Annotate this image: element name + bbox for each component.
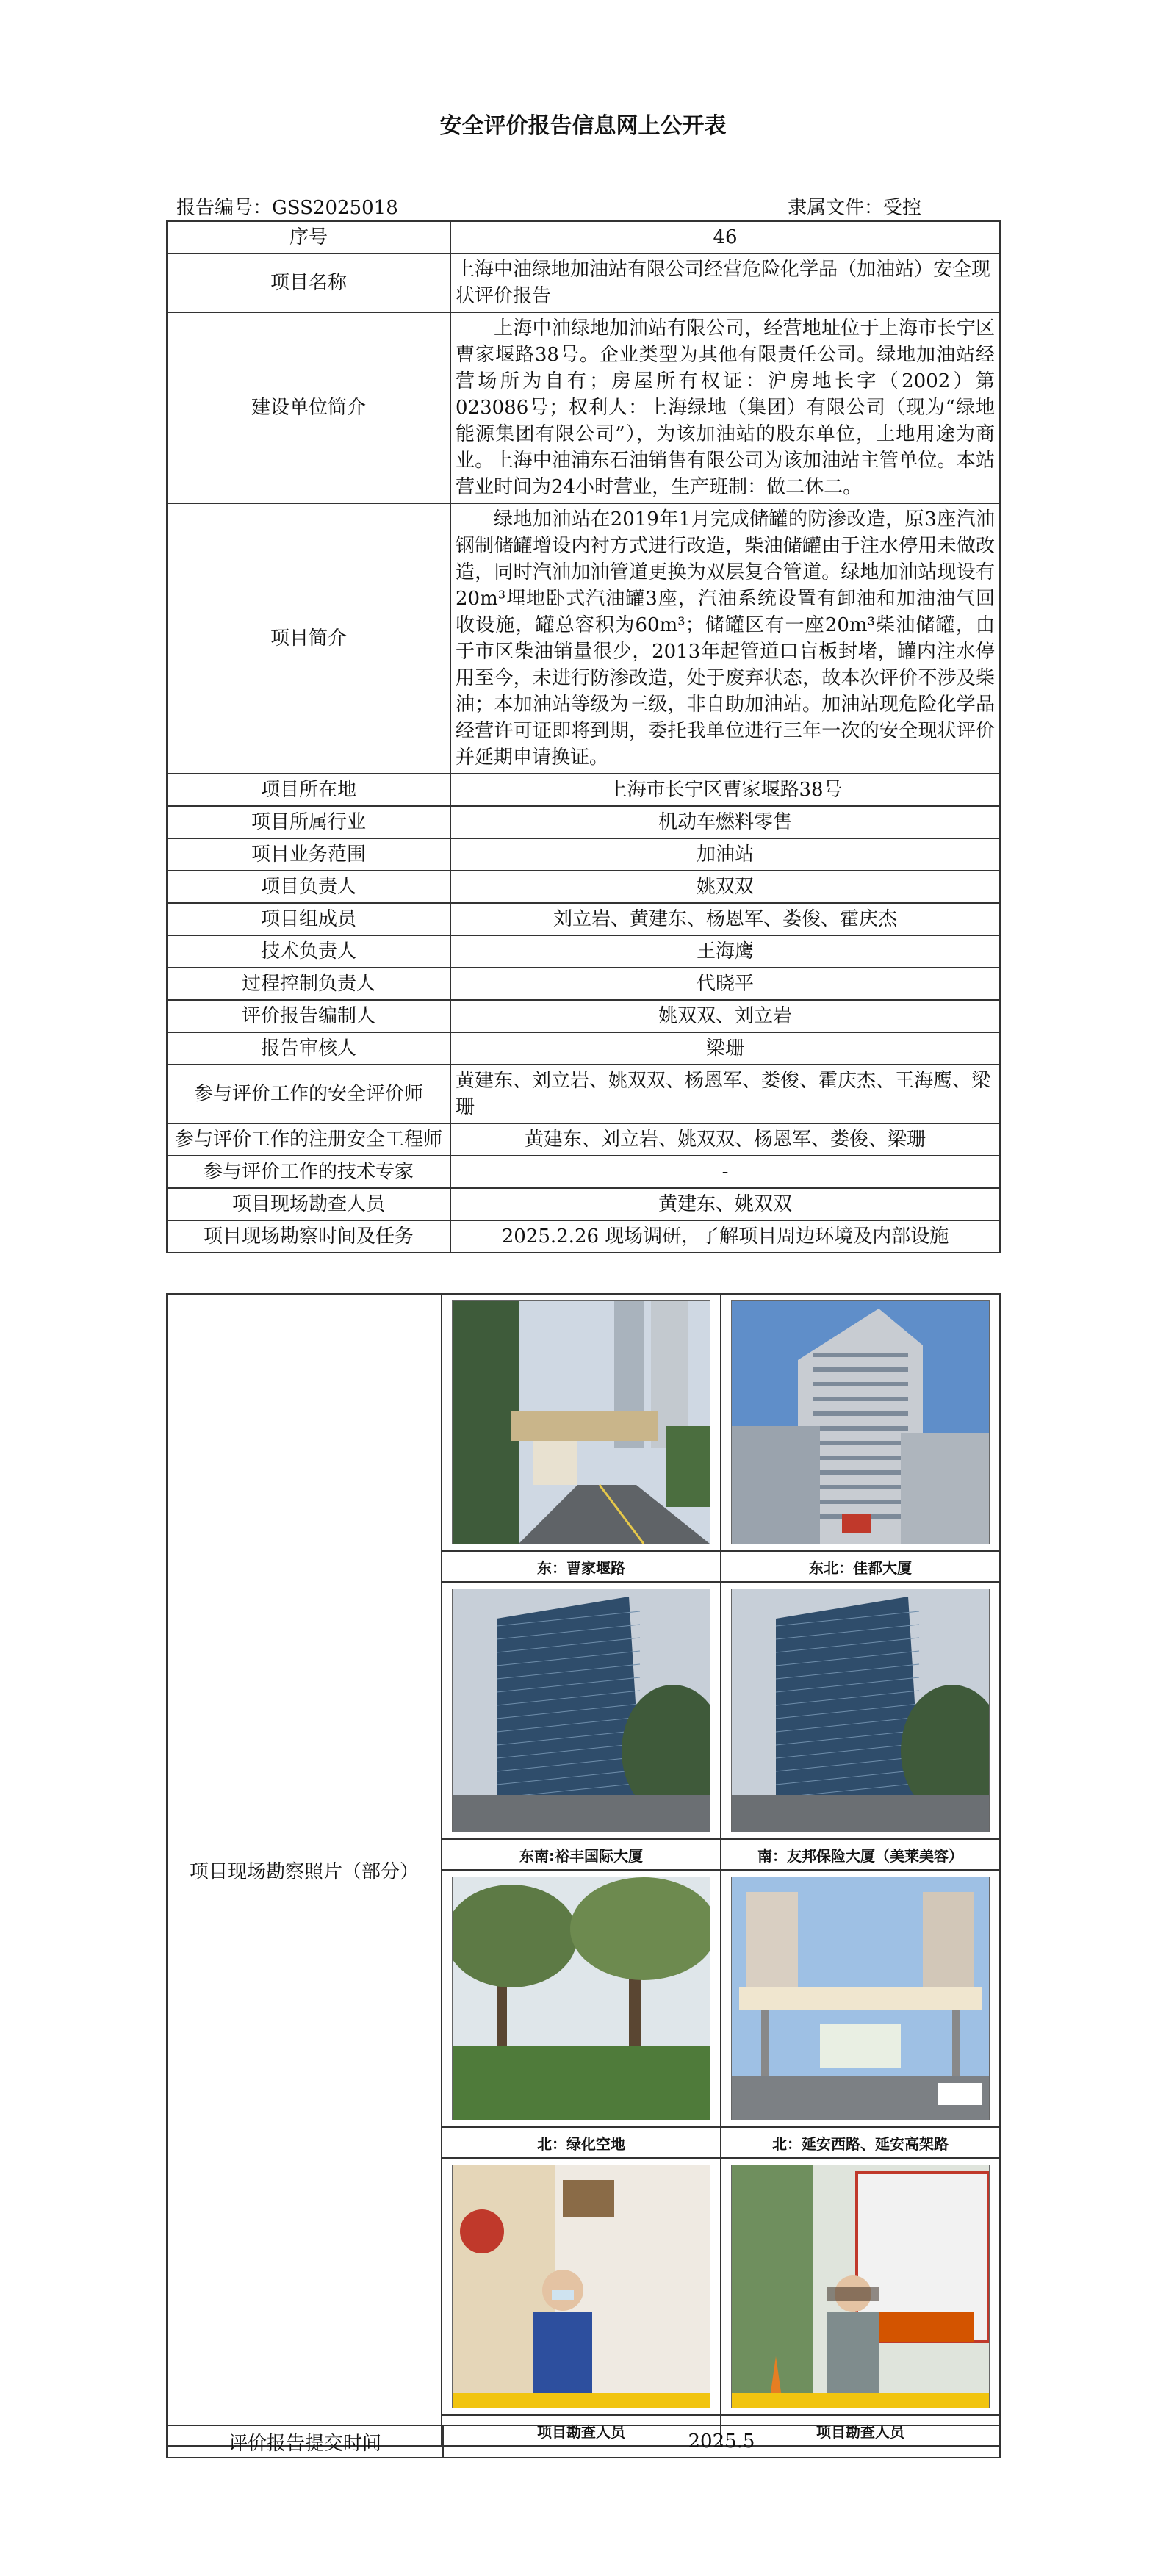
row-label: 项目所属行业: [167, 806, 450, 838]
table-row: [167, 935, 1000, 968]
site-photo-north-green: [452, 1877, 710, 2120]
site-photo-northeast: [731, 1300, 990, 1544]
site-photo-inspector-2: [731, 2165, 990, 2408]
row-label: 评价报告编制人: [167, 1000, 450, 1032]
table-row: [167, 1123, 1000, 1156]
row-value: 黄建东、刘立岩、姚双双、杨恩军、娄俊、梁珊: [450, 1123, 1000, 1156]
row-value: 上海中油绿地加油站有限公司经营危险化学品（加油站）安全现状评价报告: [450, 253, 1000, 312]
row-label: 建设单位简介: [167, 312, 450, 503]
row-label: 参与评价工作的安全评价师: [167, 1065, 450, 1123]
photos-label: 项目现场勘察照片（部分）: [167, 1294, 442, 2446]
row-label: 参与评价工作的技术专家: [167, 1156, 450, 1188]
row-value: 46: [450, 221, 1000, 253]
report-number: 报告编号：GSS2025018: [176, 197, 398, 219]
table-row: [167, 838, 1000, 871]
submit-value: 2025.5: [443, 2425, 1000, 2458]
row-value: 2025.2.26 现场调研，了解项目周边环境及内部设施: [450, 1220, 1000, 1253]
row-label: 项目组成员: [167, 903, 450, 935]
row-label: 项目所在地: [167, 774, 450, 806]
submit-table: [166, 2425, 1001, 2458]
table-row: [167, 806, 1000, 838]
photo-caption: 项目勘查人员: [721, 2415, 1000, 2446]
photo-caption: 北：绿化空地: [442, 2127, 721, 2158]
table-row: [167, 312, 1000, 503]
photo-cell: [442, 1582, 721, 1839]
table-row: [167, 1000, 1000, 1032]
row-label: 序号: [167, 221, 450, 253]
file-status: 隶属文件：受控: [788, 197, 922, 219]
table-row: [167, 1032, 1000, 1065]
photo-cell: [721, 1582, 1000, 1839]
photo-caption: 北：延安西路、延安高架路: [721, 2127, 1000, 2158]
table-row: [167, 774, 1000, 806]
info-table: [166, 220, 1001, 1253]
table-row: [167, 1156, 1000, 1188]
photo-cell: [442, 2158, 721, 2415]
row-value: 黄建东、姚双双: [450, 1188, 1000, 1220]
photo-cell: [721, 2158, 1000, 2415]
table-row: [167, 1188, 1000, 1220]
row-label: 项目名称: [167, 253, 450, 312]
site-photo-south: [731, 1589, 990, 1832]
row-value: 加油站: [450, 838, 1000, 871]
table-row: [167, 253, 1000, 312]
row-value: 梁珊: [450, 1032, 1000, 1065]
submit-label: 评价报告提交时间: [167, 2425, 443, 2458]
row-label: 参与评价工作的注册安全工程师: [167, 1123, 450, 1156]
table-row: [167, 1220, 1000, 1253]
row-value: 黄建东、刘立岩、姚双双、杨恩军、娄俊、霍庆杰、王海鹰、梁珊: [450, 1065, 1000, 1123]
row-label: 项目现场勘查人员: [167, 1188, 450, 1220]
site-photo-inspector-1: [452, 2165, 710, 2408]
row-label: 报告审核人: [167, 1032, 450, 1065]
photo-caption: 东：曹家堰路: [442, 1551, 721, 1582]
photo-cell: [721, 1294, 1000, 1551]
table-row: [167, 1065, 1000, 1123]
row-label: 过程控制负责人: [167, 968, 450, 1000]
photo-cell: [442, 1870, 721, 2127]
photo-cell: [442, 1294, 721, 1551]
photo-caption: 东南:裕丰国际大厦: [442, 1839, 721, 1870]
table-row: [167, 2425, 1000, 2458]
row-value: 机动车燃料零售: [450, 806, 1000, 838]
photo-caption: 南：友邦保险大厦（美莱美容）: [721, 1839, 1000, 1870]
row-value: 王海鹰: [450, 935, 1000, 968]
row-value: -: [450, 1156, 1000, 1188]
row-label: 项目现场勘察时间及任务: [167, 1220, 450, 1253]
row-value: 刘立岩、黄建东、杨恩军、娄俊、霍庆杰: [450, 903, 1000, 935]
row-value: 上海中油绿地加油站有限公司，经营地址位于上海市长宁区曹家堰路38号。企业类型为其他有限责任公司。绿地加油站经营场所为自有；房屋所有权证：沪房地长字（2002）第023086号；权利人：上海绿地（集团）有限公司（现为“绿地能源集团有限公司”），为该加油站的股东单位，土地用途为商业。上海中油浦东石油销售有限公司为该加油站主管单位。本站营业时间为24小时营业，生产班制：做二休二。: [450, 312, 1000, 503]
table-row: [167, 503, 1000, 774]
table-row: [167, 221, 1000, 253]
site-photo-east: [452, 1300, 710, 1544]
site-photo-southeast: [452, 1589, 710, 1832]
row-label: 技术负责人: [167, 935, 450, 968]
page-title: 安全评价报告信息网上公开表: [439, 113, 727, 139]
row-label: 项目简介: [167, 503, 450, 774]
table-row: [167, 903, 1000, 935]
photo-caption: 项目勘查人员: [442, 2415, 721, 2446]
photo-cell: [721, 1870, 1000, 2127]
photo-table: [166, 1293, 1001, 2447]
row-value: 姚双双: [450, 871, 1000, 903]
photo-caption: 东北：佳都大厦: [721, 1551, 1000, 1582]
site-photo-north-road: [731, 1877, 990, 2120]
row-value: 姚双双、刘立岩: [450, 1000, 1000, 1032]
table-row: [167, 871, 1000, 903]
row-value: 代晓平: [450, 968, 1000, 1000]
row-value: 上海市长宁区曹家堰路38号: [450, 774, 1000, 806]
row-value: 绿地加油站在2019年1月完成储罐的防渗改造，原3座汽油钢制储罐增设内衬方式进行改造，柴油储罐由于注水停用未做改造，同时汽油加油管道更换为双层复合管道。绿地加油站现设有20m³埋地卧式汽油罐3座，汽油系统设置有卸油和加油油气回收设施，罐总容积为60m³；储罐区有一座20m³柴油储罐，由于市区柴油销量很少，2013年起管道口盲板封堵，罐内注水停用至今，未进行防渗改造，处于废弃状态，故本次评价不涉及柴油；本加油站等级为三级，非自助加油站。加油站现危险化学品经营许可证即将到期，委托我单位进行三年一次的安全现状评价并延期申请换证。: [450, 503, 1000, 774]
table-row: [167, 968, 1000, 1000]
row-label: 项目负责人: [167, 871, 450, 903]
row-label: 项目业务范围: [167, 838, 450, 871]
